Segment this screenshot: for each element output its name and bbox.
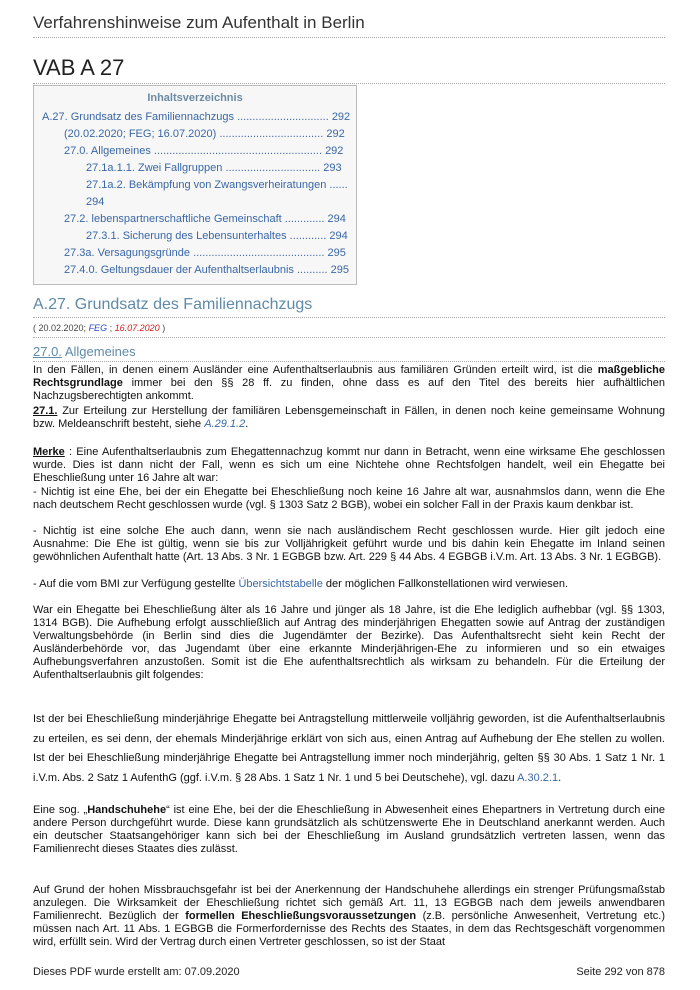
- toc-entry[interactable]: (20.02.2020; FEG; 16.07.2020) .................................. 292: [64, 128, 345, 140]
- toc-entry[interactable]: 27.2. lebenspartnerschaftliche Gemeinschaft ............. 294: [64, 213, 346, 225]
- site-title: Verfahrenshinweise zum Aufenthalt in Berlin: [33, 13, 365, 32]
- bullet-item: - Nichtig ist eine Ehe, bei der ein Ehegatte bei Eheschließung noch keine 16 Jahre alt war, ausnahmslos dann, wenn die Ehe nach deutschem Recht geschlossen wurde (vgl. § 1303 Satz 2 BGB), wobei ein solcher Fall in der Praxis kaum denkbar ist.: [33, 486, 665, 511]
- section-meta: ( 20.02.2020; FEG ; 16.07.2020 ): [33, 323, 166, 333]
- paragraph: Auf Grund der hohen Missbrauchsgefahr ist bei der Anerkennung der Handschuhehe allerdings ein strenger Prüfungsmaßstab anzulegen. Die Wirksamkeit der Eheschließung richtet sich gemäß Art. 11, 13 EGBGB nach dem jeweils anwendbaren Familienrecht. Bezüglich der formellen Eheschließungsvoraussetzungen (z.B. persönliche Anwesenheit, Vertretung etc.) müssen nach Art. 11 Abs. 1 EGBGB die Formerfordernisse des Rechts des Staates, in dem das Rechtsgeschäft vorgenommen wird, erfüllt sein. Wird der Vertrag durch einen Vertreter geschlossen, so ist der Staat: [33, 884, 666, 948]
- meta-divider: [33, 337, 665, 338]
- reference-link[interactable]: A.29.1.2: [204, 418, 246, 430]
- toc-entry[interactable]: 27.1a.2. Bekämpfung von Zwangsverheiratungen ......: [86, 179, 348, 191]
- paragraph: Eine sog. „Handschuhehe“ ist eine Ehe, bei der die Eheschließung in Abwesenheit eines Ehepartners in Vertretung durch eine andere Person durchgeführt wurde. Diese kann grundsätzlich als schützenswerte Ehe in Deutschland anerkannt werden. Auch ein deutscher Staatsangehöriger kann sich bei der Eheschließung im Ausland grundsätzlich vertreten lassen, wenn das Familienrecht dieses Staates dies zulässt.: [33, 804, 666, 855]
- toc-entry[interactable]: 27.0. Allgemeines ....................................................... 292: [64, 145, 344, 157]
- toc-heading: Inhaltsverzeichnis: [147, 92, 243, 104]
- section-heading: A.27. Grundsatz des Familiennachzugs: [33, 296, 313, 313]
- toc-entry[interactable]: 27.4.0. Geltungsdauer der Aufenthaltserlaubnis .......... 295: [64, 264, 349, 276]
- subsection-divider: [33, 361, 665, 362]
- title-divider: [33, 83, 665, 84]
- subsection-heading: [33, 344, 136, 359]
- page-title: VAB A 27: [33, 55, 125, 80]
- paragraph-number[interactable]: 27.1.: [33, 405, 58, 417]
- paragraph: War ein Ehegatte bei Eheschließung älter als 16 Jahre und jünger als 18 Jahre, ist die Ehe lediglich aufhebbar (vgl. §§ 1303, 1314 BGB). Die Aufhebung erfolgt ausschließlich auf Antrag des minderjährigen Ehegatten sowie auf Antrag der zuständigen Verwaltungsbehörde (in Berlin sind dies die Jugendämter der Bezirke). Das Aufenthaltsrecht sieht kein Recht der Ausländerbehörde vor, das Jugendamt über eine erkannte Minderjährigen-Ehe zu informieren und so ein etwaiges Aufhebungsverfahren anzustoßen. Somit ist die Ehe aufenthaltsrechtlich als wirksam zu behandeln. Für die Erteilung der Aufenthaltserlaubnis gilt folgendes:: [33, 604, 665, 681]
- bullet-item: - Auf die vom BMI zur Verfügung gestellte Übersichtstabelle der möglichen Fallkonstellationen wird verwiesen.: [33, 578, 569, 590]
- toc-entry[interactable]: A.27. Grundsatz des Familiennachzugs .............................. 292: [42, 111, 351, 123]
- header-divider: [33, 37, 665, 38]
- toc-entry-page[interactable]: 294: [86, 196, 105, 208]
- paragraph: In den Fällen, in denen einem Ausländer eine Aufenthaltserlaubnis aus familiären Gründen erteilt wird, ist die maßgebliche Rechtsgrundlage immer bei den §§ 28 ff. zu finden, ohne dass es auf den Titel des bereits hier aufhältlichen Nachzugsberechtigten ankommt.: [33, 364, 665, 402]
- feg-link[interactable]: FEG: [88, 323, 108, 333]
- footer-page-number: Seite 292 von 878: [576, 966, 665, 978]
- bullet-item: - Nichtig ist eine solche Ehe auch dann, wenn sie nach ausländischem Recht geschlossen wurde. Hier gilt jedoch eine Ausnahme: Die Ehe ist gültig, wenn sie bis zur Volljährigkeit geführt wurde und bis dahin kein Ehegatte im Inland seinen gewöhnlichen Aufenthalt hatte (Art. 13 Abs. 3 Nr. 1 EGBGB bzw. Art. 229 § 44 Abs. 4 EGBGB i.V.m. Art. 13 Abs. 3 Nr. 1 EGBGB).: [33, 525, 665, 563]
- date-link[interactable]: 16.07.2020: [114, 323, 160, 333]
- overview-table-link[interactable]: Übersichtstabelle: [238, 578, 323, 590]
- toc-entry[interactable]: 27.3.1. Sicherung des Lebensunterhaltes ............ 294: [86, 230, 348, 242]
- subsection-title: Allgemeines: [64, 344, 136, 359]
- paragraph: 27.1. Zur Erteilung zur Herstellung der familiären Lebensgemeinschaft in Fällen, in denen noch keine gemeinsame Wohnung bzw. Meldeanschrift besteht, siehe A.29.1.2.: [33, 405, 665, 430]
- footer-created-date: Dieses PDF wurde erstellt am: 07.09.2020: [33, 966, 240, 978]
- section-divider: [33, 317, 665, 318]
- table-of-contents: [33, 85, 357, 285]
- paragraph: Merke : Eine Aufenthaltserlaubnis zum Ehegattennachzug kommt nur dann in Betracht, wenn eine wirksame Ehe geschlossen wurde. Dies ist dann nicht der Fall, wenn es sich um eine Nichtehe ohne Rechtsfolgen handelt, weil ein Ehegatte bei Eheschließung unter 16 Jahre alt war:: [33, 446, 666, 484]
- subsection-number[interactable]: 27.0.: [33, 344, 62, 359]
- paragraph: Ist der bei Eheschließung minderjährige Ehegatte bei Antragstellung mittlerweile volljährig geworden, ist die Aufenthaltserlaubnis zu erteilen, es sei denn, der ehemals Minderjährige erklärt von sich aus, einen Antrag auf Aufhebung der Ehe stellen zu wollen. Ist der bei Eheschließung minderjährige Ehegatte bei Antragstellung immer noch minderjährig, gelten §§ 30 Abs. 1 Satz 1 Nr. 1 i.V.m. Abs. 2 Satz 1 AufenthG (ggf. i.V.m. § 28 Abs. 1 Satz 1 Nr. 1 und 5 bei Deutschehe), vgl. dazu A.30.2.1.: [33, 713, 665, 784]
- merke-label: Merke: [33, 446, 65, 458]
- toc-entry[interactable]: 27.1a.1.1. Zwei Fallgruppen ............................... 293: [86, 162, 342, 174]
- reference-link[interactable]: A.30.2.1: [517, 771, 559, 784]
- toc-entry[interactable]: 27.3a. Versagungsgründe ........................................... 295: [64, 247, 346, 259]
